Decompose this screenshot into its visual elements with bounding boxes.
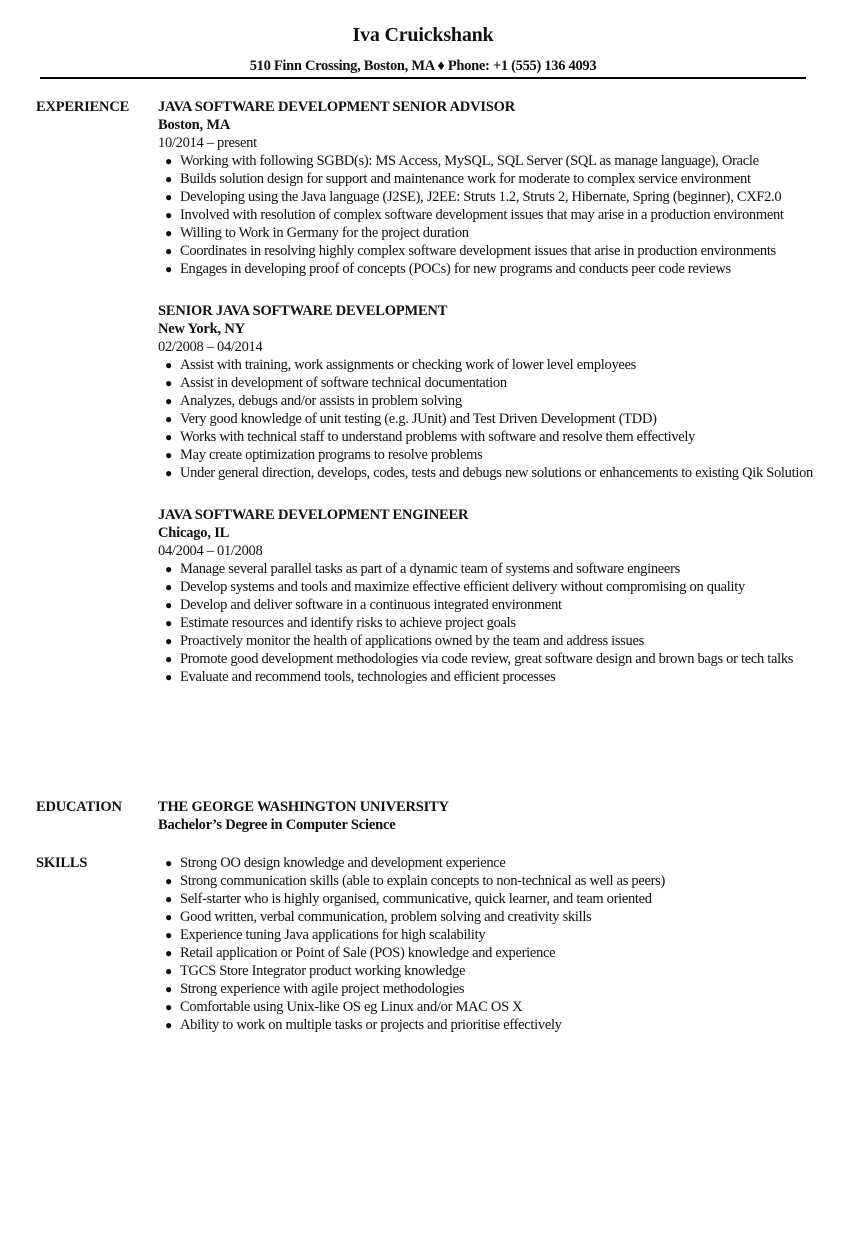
bullet-text: Develop and deliver software in a continuous integrated environment	[180, 597, 562, 613]
skill-text: TGCS Store Integrator product working knowledge	[180, 963, 466, 979]
bullet-icon: ●	[165, 892, 172, 906]
bullet-text: Proactively monitor the health of applications owned by the team and address issues	[180, 633, 644, 649]
section-label-skills: SKILLS	[36, 855, 88, 871]
bullet-item	[158, 668, 818, 686]
skill-text: Strong OO design knowledge and development experience	[180, 855, 506, 871]
bullet-item	[158, 446, 818, 464]
job-dates: 04/2004 – 01/2008	[158, 543, 263, 559]
bullet-icon: ●	[165, 430, 172, 444]
school-name: THE GEORGE WASHINGTON UNIVERSITY	[158, 799, 449, 815]
skill-item	[158, 944, 818, 962]
skill-text: Comfortable using Unix-like OS eg Linux and/or MAC OS X	[180, 999, 523, 1015]
job-location: New York, NY	[158, 321, 245, 337]
bullet-item	[158, 464, 818, 482]
bullet-icon: ●	[165, 634, 172, 648]
bullet-text: Analyzes, debugs and/or assists in problem solving	[180, 393, 462, 409]
bullet-icon: ●	[165, 154, 172, 168]
bullet-icon: ●	[165, 376, 172, 390]
bullet-item	[158, 206, 818, 224]
skill-item	[158, 926, 818, 944]
bullet-text: Estimate resources and identify risks to achieve project goals	[180, 615, 516, 631]
bullet-text: Engages in developing proof of concepts (POCs) for new programs and conducts peer code reviews	[180, 261, 731, 277]
bullet-text: Assist with training, work assignments or checking work of lower level employees	[180, 357, 637, 373]
header-divider	[40, 77, 806, 79]
skill-text: Ability to work on multiple tasks or projects and prioritise effectively	[180, 1017, 562, 1033]
section-label-experience: EXPERIENCE	[36, 99, 130, 115]
bullet-item	[158, 410, 818, 428]
bullet-text: Willing to Work in Germany for the project duration	[180, 225, 469, 241]
job-location: Boston, MA	[158, 117, 231, 133]
bullet-text: Manage several parallel tasks as part of a dynamic team of systems and software engineers	[180, 561, 680, 577]
bullet-text: May create optimization programs to resolve problems	[180, 447, 483, 463]
bullet-item	[158, 428, 818, 446]
bullet-icon: ●	[165, 448, 172, 462]
skill-item	[158, 980, 818, 998]
degree-name: Bachelor’s Degree in Computer Science	[158, 817, 396, 833]
job-title: SENIOR JAVA SOFTWARE DEVELOPMENT	[158, 303, 448, 319]
bullet-text: Assist in development of software technical documentation	[180, 375, 507, 391]
section-label-education: EDUCATION	[36, 799, 122, 815]
job-location: Chicago, IL	[158, 525, 230, 541]
bullet-item	[158, 260, 818, 278]
skills-body	[158, 854, 818, 1034]
bullet-text: Evaluate and recommend tools, technologies and efficient processes	[180, 669, 556, 685]
bullet-item	[158, 392, 818, 410]
bullet-text: Working with following SGBD(s): MS Access, MySQL, SQL Server (SQL as manage language), Oracle	[180, 153, 759, 169]
bullet-text: Developing using the Java language (J2SE), J2EE: Struts 1.2, Struts 2, Hibernate, Spring (beginner), CXF2.0	[180, 189, 782, 205]
bullet-icon: ●	[165, 562, 172, 576]
bullet-text: Develop systems and tools and maximize effective efficient delivery without compromising on quality	[180, 579, 745, 595]
skill-text: Experience tuning Java applications for high scalability	[180, 927, 486, 943]
bullet-icon: ●	[165, 670, 172, 684]
skill-item	[158, 890, 818, 908]
bullet-item	[158, 170, 818, 188]
bullet-item	[158, 632, 818, 650]
bullet-icon: ●	[165, 928, 172, 942]
skill-item	[158, 998, 818, 1016]
skill-text: Retail application or Point of Sale (POS) knowledge and experience	[180, 945, 556, 961]
skill-text: Strong experience with agile project methodologies	[180, 981, 465, 997]
bullet-item	[158, 188, 818, 206]
bullet-icon: ●	[165, 1018, 172, 1032]
bullet-icon: ●	[165, 982, 172, 996]
skill-text: Good written, verbal communication, problem solving and creativity skills	[180, 909, 592, 925]
bullet-text: Coordinates in resolving highly complex software development issues that arise in production environments	[180, 243, 776, 259]
bullet-text: Promote good development methodologies via code review, great software design and brown bags or tech talks	[180, 651, 794, 667]
bullet-text: Very good knowledge of unit testing (e.g. JUnit) and Test Driven Development (TDD)	[180, 411, 657, 427]
skill-item	[158, 1016, 818, 1034]
bullet-icon: ●	[165, 172, 172, 186]
job-title: JAVA SOFTWARE DEVELOPMENT SENIOR ADVISOR	[158, 99, 516, 115]
bullet-icon: ●	[165, 208, 172, 222]
bullet-item	[158, 578, 818, 596]
bullet-icon: ●	[165, 946, 172, 960]
bullet-text: Builds solution design for support and maintenance work for moderate to complex service environment	[180, 171, 751, 187]
bullet-icon: ●	[165, 580, 172, 594]
job-entry	[158, 98, 818, 278]
bullet-icon: ●	[165, 910, 172, 924]
bullet-text: Under general direction, develops, codes, tests and debugs new solutions or enhancements to existing Qik Solution	[180, 465, 813, 481]
job-title: JAVA SOFTWARE DEVELOPMENT ENGINEER	[158, 507, 469, 523]
bullet-text: Works with technical staff to understand problems with software and resolve them effectively	[180, 429, 696, 445]
job-bullets	[158, 152, 818, 278]
bullet-item	[158, 614, 818, 632]
bullet-item	[158, 242, 818, 260]
bullet-icon: ●	[165, 598, 172, 612]
bullet-icon: ●	[165, 226, 172, 240]
job-bullets	[158, 356, 818, 482]
bullet-icon: ●	[165, 358, 172, 372]
bullet-icon: ●	[165, 262, 172, 276]
job-entry	[158, 506, 818, 686]
job-bullets	[158, 560, 818, 686]
skill-item	[158, 872, 818, 890]
resume-name: Iva Cruickshank	[352, 24, 494, 46]
skill-text: Strong communication skills (able to explain concepts to non-technical as well as peers)	[180, 873, 665, 889]
bullet-item	[158, 560, 818, 578]
bullet-text: Involved with resolution of complex software development issues that may arise in a production environment	[180, 207, 784, 223]
skill-item	[158, 908, 818, 926]
bullet-icon: ●	[165, 616, 172, 630]
bullet-icon: ●	[165, 244, 172, 258]
skill-text: Self-starter who is highly organised, communicative, quick learner, and team oriented	[180, 891, 652, 907]
bullet-item	[158, 374, 818, 392]
job-dates: 02/2008 – 04/2014	[158, 339, 263, 355]
job-entry	[158, 302, 818, 482]
bullet-item	[158, 596, 818, 614]
bullet-icon: ●	[165, 652, 172, 666]
job-dates: 10/2014 – present	[158, 135, 257, 151]
bullet-icon: ●	[165, 412, 172, 426]
contact-line: 510 Finn Crossing, Boston, MA ♦ Phone: +1 (555) 136 4093	[249, 58, 597, 74]
bullet-item	[158, 356, 818, 374]
skills-list	[158, 854, 818, 1034]
bullet-item	[158, 152, 818, 170]
bullet-icon: ●	[165, 1000, 172, 1014]
skill-item	[158, 854, 818, 872]
bullet-icon: ●	[165, 466, 172, 480]
bullet-icon: ●	[165, 394, 172, 408]
bullet-icon: ●	[165, 856, 172, 870]
education-body	[158, 798, 818, 834]
experience-body	[158, 98, 818, 704]
bullet-item	[158, 650, 818, 668]
bullet-icon: ●	[165, 190, 172, 204]
bullet-item	[158, 224, 818, 242]
skill-item	[158, 962, 818, 980]
bullet-icon: ●	[165, 964, 172, 978]
bullet-icon: ●	[165, 874, 172, 888]
